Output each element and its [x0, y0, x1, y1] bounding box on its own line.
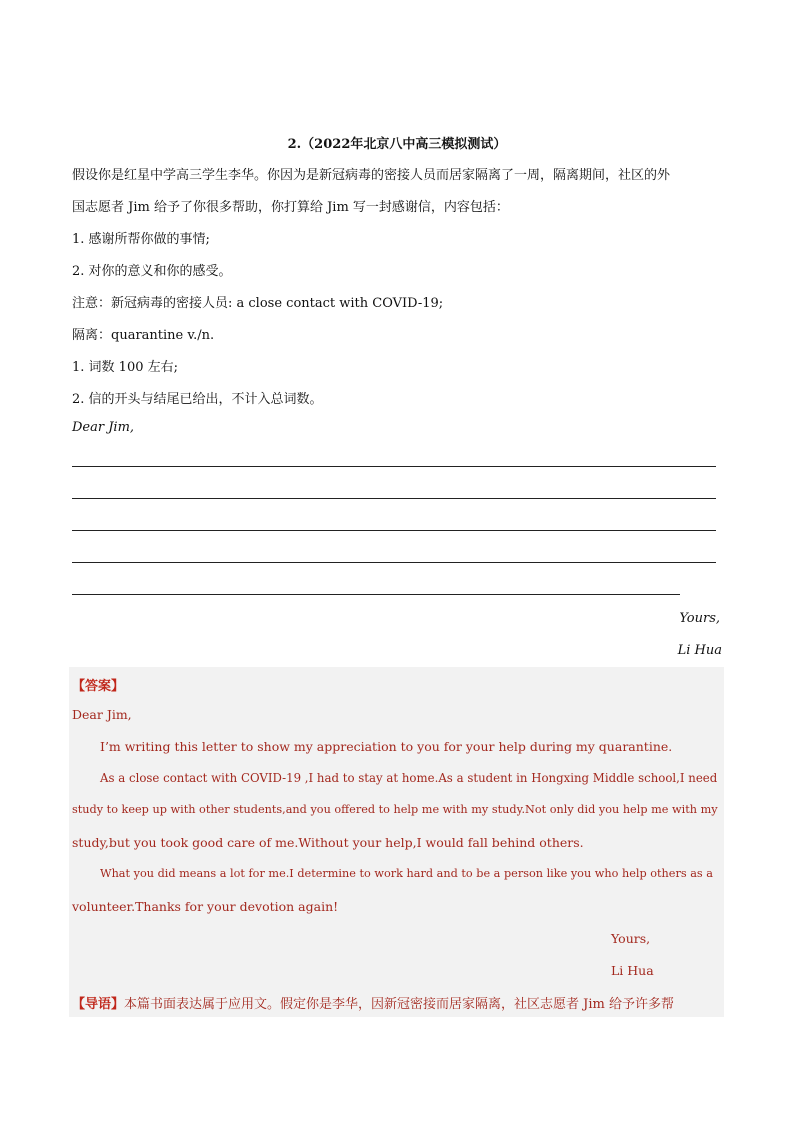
letter-greeting: Dear Jim,: [72, 420, 135, 435]
prompt-line-1: 假设你是红星中学高三学生李华。你因为是新冠病毒的密接人员而居家隔离了一周，隔离期间，社区的外: [72, 168, 671, 183]
guide-label: 【导语】: [72, 997, 125, 1012]
answer-label: 【答案】: [72, 679, 125, 694]
guide-text: 本篇书面表达属于应用文。假定你是李华，因新冠密接而居家隔离，社区志愿者 Jim 给予许多帮: [124, 997, 674, 1012]
answer-greeting: Dear Jim,: [72, 707, 132, 722]
note-line-2: 隔离：quarantine v./n.: [72, 328, 215, 343]
requirement-1: 1. 词数 100 左右;: [72, 360, 178, 375]
writing-line: [72, 498, 716, 499]
requirement-2: 2. 信的开头与结尾已给出，不计入总词数。: [72, 392, 323, 407]
note-line-1: 注意：新冠病毒的密接人员: a close contact with COVID-19;: [72, 296, 444, 311]
content-item-2: 2. 对你的意义和你的感受。: [72, 264, 232, 279]
letter-signature: Li Hua: [677, 643, 722, 658]
guide-paragraph: [72, 993, 674, 1012]
answer-line: What you did means a lot for me.I determine to work hard and to be a person like you who help others as a: [100, 867, 713, 880]
answer-line: I’m writing this letter to show my appreciation to you for your help during my quarantine.: [100, 739, 673, 754]
answer-line: study,but you took good care of me.Without your help,I would fall behind others.: [72, 835, 584, 850]
writing-line: [72, 466, 716, 467]
prompt-line-2: 国志愿者 Jim 给予了你很多帮助，你打算给 Jim 写一封感谢信，内容包括：: [72, 200, 509, 215]
writing-line: [72, 530, 716, 531]
content-item-1: 1. 感谢所帮你做的事情;: [72, 232, 210, 247]
writing-line: [72, 594, 680, 595]
answer-signature: Li Hua: [611, 963, 654, 978]
answer-closing: Yours,: [611, 931, 651, 946]
answer-line: volunteer.Thanks for your devotion again!: [72, 899, 339, 914]
answer-line: study to keep up with other students,and you offered to help me with my study.Not only did you help me with my: [72, 803, 718, 816]
answer-line: As a close contact with COVID-19 ,I had to stay at home.As a student in Hongxing Middle school,I need: [100, 771, 718, 785]
writing-line: [72, 562, 716, 563]
letter-closing: Yours,: [679, 611, 720, 626]
question-title: 2.（2022年北京八中高三模拟测试）: [287, 137, 507, 152]
